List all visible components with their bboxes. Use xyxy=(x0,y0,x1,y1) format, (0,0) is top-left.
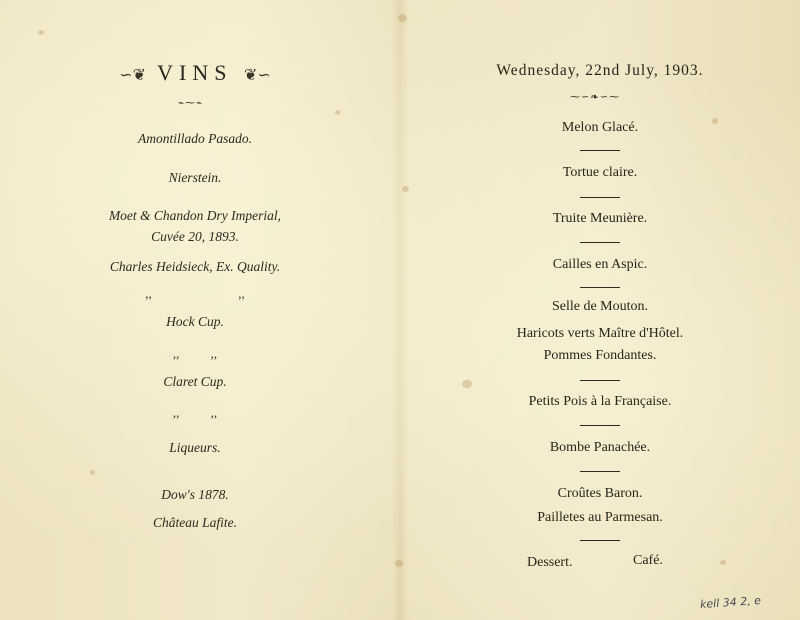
course-divider xyxy=(580,287,620,288)
flourish-left-icon: ∽❦ xyxy=(119,67,147,84)
course-item: Pailletes au Parmesan. xyxy=(537,510,663,525)
vins-title-text: VINS xyxy=(157,60,233,85)
foxing-spot xyxy=(462,380,472,388)
course-divider xyxy=(580,380,620,381)
course-divider xyxy=(580,150,620,151)
wine-item: Claret Cup. xyxy=(163,374,227,389)
course-item: Haricots verts Maître d'Hôtel. xyxy=(516,326,684,341)
ditto-marks xyxy=(0,405,390,421)
wine-item: Château Lafite. xyxy=(153,515,237,530)
foxing-spot xyxy=(38,30,44,35)
foxing-spot xyxy=(395,560,403,567)
wine-item: Liqueurs. xyxy=(169,440,221,455)
foxing-spot xyxy=(402,186,409,192)
course-item: Truite Meunière. xyxy=(552,211,648,226)
ditto-marks xyxy=(0,346,390,362)
foxing-spot xyxy=(720,560,726,565)
course-divider xyxy=(580,197,620,198)
course-item: Croûtes Baron. xyxy=(557,486,643,501)
course-divider xyxy=(580,242,620,243)
archive-pencil-mark: kell 34 2, e xyxy=(699,593,762,612)
foxing-spot xyxy=(398,14,407,22)
course-item: Tortue claire. xyxy=(562,165,638,180)
wine-item: Charles Heidsieck, Ex. Quality. xyxy=(109,259,281,274)
course-item: Melon Glacé. xyxy=(561,120,639,135)
course-item: Pommes Fondantes. xyxy=(543,348,657,363)
flourish-right-icon: ❦∽ xyxy=(243,67,271,84)
ornament-icon: ⁓∽❧∽⁓ xyxy=(570,92,621,103)
ditto-mark: ,, xyxy=(145,286,152,301)
wine-item: Dow's 1878. xyxy=(161,487,229,502)
ornament-icon: ⌁⁓⌁ xyxy=(178,98,204,109)
course-divider xyxy=(580,425,620,426)
wine-item: Amontillado Pasado. xyxy=(138,131,252,146)
foxing-spot xyxy=(90,470,95,475)
wine-item: Hock Cup. xyxy=(166,314,224,329)
course-divider xyxy=(580,471,620,472)
menu-dessert: Dessert. xyxy=(527,555,573,570)
course-item: Bombe Panachée. xyxy=(549,440,651,455)
ditto-mark: ,, xyxy=(238,286,245,301)
ditto-mark: ,, xyxy=(210,346,218,361)
wine-item: Cuvée 20, 1893. xyxy=(151,229,239,244)
ditto-marks xyxy=(0,286,390,302)
ditto-mark: ,, xyxy=(172,405,180,420)
course-item: Selle de Mouton. xyxy=(551,299,649,314)
menu-date: Wednesday, 22nd July, 1903. xyxy=(496,62,704,79)
ditto-mark: ,, xyxy=(210,405,218,420)
menu-cafe: Café. xyxy=(633,553,663,568)
foxing-spot xyxy=(335,110,340,115)
course-item: Petits Pois à la Française. xyxy=(528,394,672,409)
wine-item: Moet & Chandon Dry Imperial, xyxy=(108,208,282,223)
course-item: Cailles en Aspic. xyxy=(552,257,648,272)
vins-heading xyxy=(105,60,285,86)
ditto-mark: ,, xyxy=(172,346,180,361)
course-divider xyxy=(580,540,620,541)
wine-item: Nierstein. xyxy=(168,170,222,185)
